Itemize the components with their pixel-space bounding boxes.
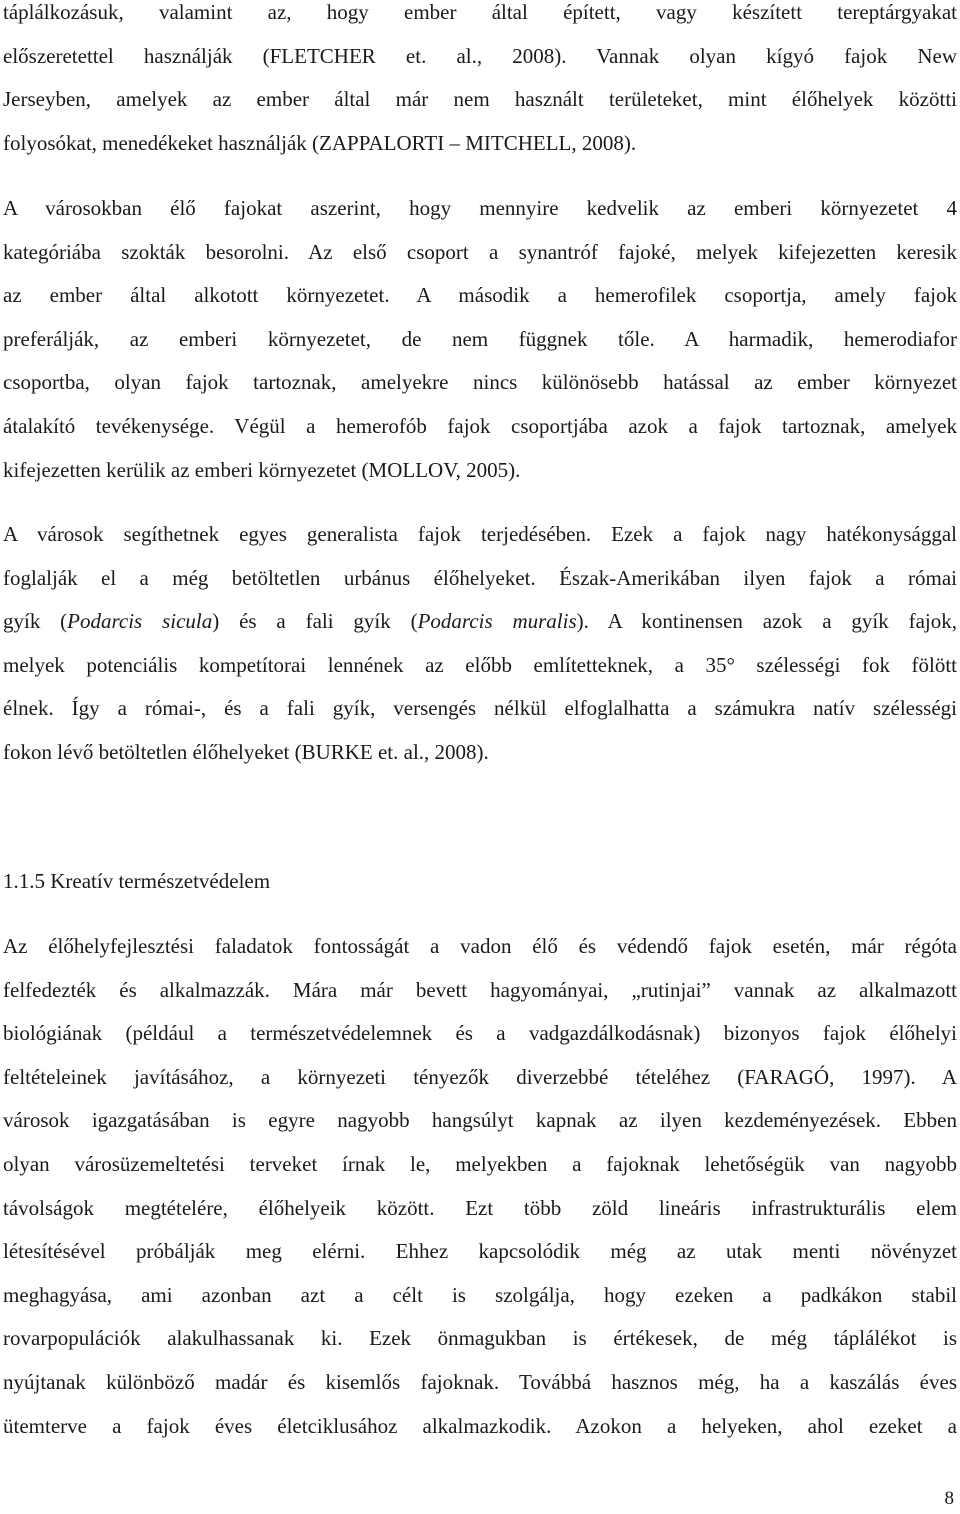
text-line: feltételeinek javításához, a környezeti tényezők diverzebbé tételéhez (FARAGÓ, 1997). A: [3, 1064, 957, 1089]
text-line: kategóriába szokták besorolni. Az első csoport a synantróf fajoké, melyek kifejezetten keresik: [3, 239, 957, 264]
species-name: Podarcis muralis: [417, 609, 577, 634]
text-line: az ember által alkotott környezetet. A második a hemerofilek csoportja, amely fajok: [3, 283, 957, 308]
text-line: preferálják, az emberi környezetet, de nem függnek tőle. A harmadik, hemerodiafor: [3, 326, 957, 351]
text-line: folyosókat, menedékeket használják (ZAPPALORTI – MITCHELL, 2008).: [3, 130, 637, 155]
text-line: élnek. Így a római-, és a fali gyík, versengés nélkül elfoglalhatta a számukra natív szélességi: [3, 696, 957, 721]
text-line: biológiának (például a természetvédelemnek és a vadgazdálkodásnak) bizonyos fajok élőhelyi: [3, 1021, 957, 1046]
text-line: [3, 609, 957, 653]
text-line: városok igazgatásában is egyre nagyobb hangsúlyt kapnak az ilyen kezdeményezések. Ebben: [3, 1108, 957, 1133]
text-line: Az élőhelyfejlesztési faladatok fontosságát a vadon élő és védendő fajok esetén, már régóta: [3, 934, 957, 958]
species-name: Podarcis sicula: [67, 609, 213, 634]
text-line: rovarpopulációk alakulhassanak ki. Ezek önmagukban is értékesek, de még táplálékot is: [3, 1326, 957, 1351]
text-line: ütemterve a fajok éves életciklusához alkalmazkodik. Azokon a helyeken, ahol ezeket a: [3, 1413, 957, 1438]
text-line: melyek potenciális kompetítorai lennének az előbb említetteknek, a 35° szélességi fok fölött: [3, 652, 957, 677]
text-line: átalakító tevékenysége. Végül a hemerofób fajok csoportjába azok a fajok tartoznak, amelyek: [3, 413, 957, 438]
text-line: táplálkozásuk, valamint az, hogy ember által épített, vagy készített tereptárgyakat: [3, 0, 957, 24]
text-line: A városokban élő fajokat aszerint, hogy mennyire kedvelik az emberi környezetet 4: [3, 196, 957, 220]
section-heading: 1.1.5 Kreatív természetvédelem: [3, 869, 271, 893]
text-line: fokon lévő betöltetlen élőhelyeket (BURKE et. al., 2008).: [3, 739, 489, 764]
text-line: A városok segíthetnek egyes generalista fajok terjedésében. Ezek a fajok nagy hatékonysággal: [3, 522, 957, 546]
text-line: előszeretettel használják (FLETCHER et. al., 2008). Vannak olyan kígyó fajok New: [3, 43, 957, 68]
text-segment: gyík (: [3, 609, 68, 634]
text-line: Jerseyben, amelyek az ember által már nem használt területeket, mint élőhelyek közötti: [3, 87, 957, 112]
paragraph-3: [3, 522, 957, 784]
text-line: távolságok megtételére, élőhelyeik között. Ezt több zöld lineáris infrastrukturális elem: [3, 1195, 957, 1220]
text-line: létesítésével próbálják meg elérni. Ehhez kapcsolódik még az utak menti növényzet: [3, 1239, 957, 1264]
text-line: kifejezetten kerülik az emberi környezetet (MOLLOV, 2005).: [3, 457, 521, 482]
paragraph-2: [3, 196, 957, 501]
text-line: meghagyása, ami azonban azt a célt is szolgálja, hogy ezeken a padkákon stabil: [3, 1282, 957, 1307]
text-line: csoportba, olyan fajok tartoznak, amelyekre nincs különösebb hatással az ember környezet: [3, 370, 957, 395]
paragraph-4: [3, 934, 957, 1457]
page-number: 8: [944, 1488, 954, 1509]
text-line: olyan városüzemeltetési terveket írnak le, melyekben a fajoknak lehetőségük van nagyobb: [3, 1151, 957, 1176]
text-segment: ). A kontinensen azok a gyík fajok,: [576, 609, 957, 634]
paragraph-1: [3, 0, 957, 174]
text-line: nyújtanak különböző madár és kisemlős fajoknak. Továbbá hasznos még, ha a kaszálás éves: [3, 1369, 957, 1394]
text-segment: ) és a fali gyík (: [212, 609, 418, 634]
text-line: foglalják el a még betöltetlen urbánus élőhelyeket. Észak-Amerikában ilyen fajok a római: [3, 565, 957, 590]
text-line: felfedezték és alkalmazzák. Mára már bevett hagyományai, „rutinjai” vannak az alkalmazott: [3, 977, 957, 1002]
